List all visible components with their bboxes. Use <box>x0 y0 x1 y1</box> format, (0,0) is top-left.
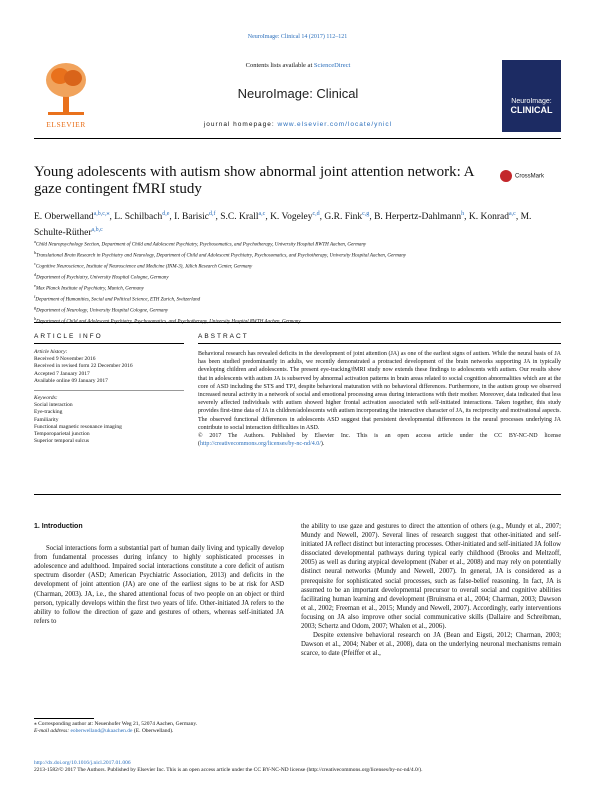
doi-link[interactable]: http://dx.doi.org/10.1016/j.nicl.2017.01.006 <box>34 760 131 766</box>
email-suffix: (E. Oberwelland). <box>132 728 174 734</box>
contents-prefix: Contents lists available at <box>245 62 314 69</box>
affiliation-label: c <box>34 261 36 267</box>
history-label: Article history: <box>34 349 68 355</box>
affiliation-item <box>34 260 561 271</box>
article-title: Young adolescents with autism show abnormal joint attention network: A gaze contingent fMRI study <box>34 164 474 197</box>
author-affiliation-marker[interactable]: c,g <box>362 211 370 217</box>
affiliation-label: f <box>34 294 36 300</box>
affiliation-item <box>34 282 561 293</box>
keyword-item: Superior temporal sulcus <box>34 438 89 445</box>
affiliation-item <box>34 304 561 315</box>
affiliation-item <box>34 315 561 326</box>
history-item: Accepted 7 January 2017 <box>34 370 90 377</box>
body-column-left <box>34 522 284 626</box>
elsevier-tree-icon <box>42 60 90 116</box>
journal-homepage <box>100 121 496 128</box>
journal-cover[interactable] <box>502 60 561 132</box>
intro-paragraph-1: Social interactions form a substantial part of human daily living and typically develop from fundamental processes during infancy to highly sophisticated processes in adolescence and adulthood. Impaired social interactions constitute a core deficit of autism spectrum disorder (ASD; American Psychiatric Association, 2013) and deficits in the development of joint attention (JA) are one of the earliest signs to be at risk for ASD (Charman, 2003). JA, i.e., the shared attentional focus of two people on an object or third person, typically develops within the first two years of life. Other-initiated JA refers to the ability to follow the direction of gaze and gestures of others, whereas self-initiated JA refers to <box>34 545 284 625</box>
affiliation-item <box>34 238 561 249</box>
email-link[interactable]: eoberwelland@ukaachen.de <box>70 728 133 734</box>
author-name[interactable]: K. Vogeley <box>270 212 313 223</box>
keyword-item: Temporoparietal junction <box>34 431 90 438</box>
abstract-license-link[interactable]: http://creativecommons.org/licenses/by-nc-nd/4.0/ <box>200 441 321 448</box>
affiliation-label: h <box>34 316 37 322</box>
article-info <box>34 349 184 445</box>
footnote-corresponding: Corresponding author at: Neuenhofer Weg 21, 52074 Aachen, Germany. <box>38 721 198 727</box>
contents-line <box>100 62 496 69</box>
author-name[interactable]: I. Barisic <box>174 212 209 223</box>
affiliation-item <box>34 293 561 304</box>
sciencedirect-link[interactable]: ScienceDirect <box>313 62 351 69</box>
abstract-rule <box>198 343 561 344</box>
author-name[interactable]: L. Schilbach <box>114 212 163 223</box>
affiliation-label: d <box>34 272 37 278</box>
abstract-text: Behavioral research has revealed deficits in the development of joint attention (JA) as one of the earliest signs of autism. While the neural basis of JA has been studied predominantly in adults, we recently demonstrated a protracted development of the brain networks supporting JA in typically developing children and adolescents. The present eye-tracking/fMRI study now extends these findings to adolescents with autism. Our results show that in adolescents with autism JA is subserved by abnormal activation patterns in brain areas related to social cognition abnormalities which are at the core of ASD including the STS and TPJ, despite behavioral maturation with no behavioral differences. Furthermore, in the autism group we observed increased neural activity in a network of social and emotional processing areas during interactions with their mother. Moreover, data indicated that less severely affected individuals with autism showed higher frontal activation associated with self-initiated interactions. Taken together, this study provides first-time data of JA in children/adolescents with autism incorporating the interactive character of JA, its reciprocity and motivational aspects. The observed functional differences in adolescents ASD suggest that persistent developmental differences in the neural processes underlying JA contribute to social interaction difficulties in ASD. <box>198 351 561 431</box>
body-column-right <box>301 522 561 658</box>
affiliation-rule <box>34 322 561 323</box>
affiliation-label: a <box>34 239 36 244</box>
masthead-rule <box>34 138 561 139</box>
journal-title: NeuroImage: Clinical <box>237 86 359 101</box>
cover-line-1: NeuroImage: <box>511 98 552 105</box>
affiliation-text: Max Planck Institute of Psychiatry, Munich, Germany <box>35 286 144 292</box>
affiliation-text: Department of Humanities, Social and Political Science, ETH Zurich, Switzerland <box>35 297 201 303</box>
publisher-name: ELSEVIER <box>46 120 86 129</box>
affiliation-label: g <box>34 305 37 311</box>
intro-paragraph-2: the ability to use gaze and gestures to direct the attention of others (e.g., Mundy et al., 2007; Mundy and Newell, 2007). Several lines of research suggest that other-initiated and self-initiated JA reflect distinct but interacting processes. Other-initiated and self-initiated JA follow dissociated developmental pathways during typical early childhood (Brooks and Meltzoff, 2005) as well as during atypical development (Naber et al., 2008) and may rely on potentially distinct neural networks (Mundy and Newell, 2007). In general, JA is considered as a prerequisite for sophisticated social processes, such as false-belief reasoning. In fact, JA is assumed to be an important developmental precursor to overall social and cognitive abilities facilitating human learning and development (Bruinsma et al., 2004; Charman, 2003; Dawson et al., 2002; Freeman et al., 2015; Mundy and Newell, 2007). Accordingly, early interventions focusing on JA also improve other social communicative skills (Dallaire and Schreibman, 2003; Schertz and Odom, 2007; Whalen et al., 2006). <box>301 523 561 631</box>
affiliation-label: e <box>34 283 36 289</box>
author-affiliation-marker[interactable]: h <box>461 211 465 217</box>
author-name[interactable]: E. Oberwelland <box>34 212 94 223</box>
keyword-item: Social interaction <box>34 402 73 409</box>
cover-line-2: CLINICAL <box>510 105 553 115</box>
history-item: Received 9 November 2016 <box>34 356 96 363</box>
author-affiliation-marker[interactable]: a,c <box>258 211 266 217</box>
affiliation-text: Department of Neurology, University Hospital Cologne, Germany <box>36 309 169 315</box>
info-divider <box>34 390 184 391</box>
affiliation-text: Child Neuropsychology Section, Department of Child and Adolescent Psychiatry, Psychosomatics, and Psychotherapy, University Hospital RWTH Aachen, Germany <box>35 242 367 248</box>
author-name[interactable]: B. Herpertz-Dahlmann <box>374 212 462 223</box>
article-info-heading: ARTICLE INFO <box>34 333 103 340</box>
homepage-link[interactable]: www.elsevier.com/locate/ynicl <box>277 121 393 128</box>
keyword-item: Eye-tracking <box>34 409 63 416</box>
article-info-rule <box>34 343 184 344</box>
author-name[interactable]: M. Schulte-Rüther <box>34 212 532 239</box>
abstract-license-suffix: ). <box>320 441 325 448</box>
author-affiliation-marker[interactable]: a,c <box>508 211 516 217</box>
homepage-prefix: journal homepage: <box>203 121 278 128</box>
corresponding-footnote <box>34 721 294 735</box>
keywords-label: Keywords: <box>34 395 58 402</box>
keyword-item: Functional magnetic resonance imaging <box>34 423 122 430</box>
history-item: Available online 09 January 2017 <box>34 377 108 384</box>
abstract-end-rule <box>34 494 561 495</box>
affiliation-text: Translational Brain Research in Psychiatry and Neurology, Department of Child and Adolescent Psychiatry, Psychosomatics, and Psychotherapy, University Hospital Aachen, Germany <box>36 253 407 259</box>
author-name[interactable]: K. Konrad <box>468 212 509 223</box>
abstract-heading: ABSTRACT <box>198 333 249 340</box>
page-footer <box>34 760 561 774</box>
crossmark-badge[interactable] <box>500 170 560 186</box>
affiliation-item <box>34 271 561 282</box>
author-affiliation-marker[interactable]: c,d <box>312 211 320 217</box>
footnote-rule <box>34 718 94 719</box>
affiliation-text: Cognitive Neuroscience, Institute of Neuroscience and Medicine (INM-3), Jülich Research Center, Germany <box>35 264 253 270</box>
history-list <box>34 356 184 385</box>
history-item: Received in revised form 22 December 2016 <box>34 363 133 370</box>
author-affiliation-marker[interactable]: d,f <box>208 211 216 217</box>
intro-paragraph-3: Despite extensive behavioral research on JA (Bean and Eigsti, 2012; Charman, 2003; Dawson et al., 2004; Naber et al., 2008), data on the underlying neuronal mechanisms remain scarce, to date (Pfeiffer et al., <box>301 632 561 658</box>
author-affiliation-marker[interactable]: a,b,c,⁎ <box>93 211 110 217</box>
author-name[interactable]: G.R. Fink <box>324 212 363 223</box>
section-heading-introduction: 1. Introduction <box>34 523 83 530</box>
crossmark-icon <box>500 170 512 182</box>
author-name[interactable]: S.C. Krall <box>220 212 259 223</box>
keyword-item: Familiarity <box>34 416 59 423</box>
email-label: E-mail address: <box>34 728 71 734</box>
publisher-logo[interactable] <box>34 60 98 132</box>
footnote-star: ⁎ <box>34 721 37 727</box>
author-list: E. Oberwelland$^{a,b,c,⁎}$, L. Schilbach$^{d,e}$, I. Barisic$^{d,f}$, S.C. Krall$^{a,c}$, K. Vogeley$^{c,d}$, G.R. Fink$^{c,g}$, B. Herpertz-Dahlmann$^h$, K. Konrad$^{a,c}$, M. Schulte-Rüther$^{a,b,c}$ <box>34 211 532 239</box>
keyword-list <box>34 402 184 445</box>
author-affiliation-marker[interactable]: d,e <box>162 211 170 217</box>
affiliation-item <box>34 249 561 260</box>
footer-license: 2213-1582/© 2017 The Authors. Published by Elsevier Inc. This is an open access article under the CC BY-NC-ND license (http://creativecommons.org/licenses/by-nc-nd/4.0/). <box>34 767 423 773</box>
abstract-body <box>198 350 561 448</box>
author-affiliation-marker[interactable]: a,b,c <box>91 227 103 234</box>
affiliation-label: b <box>34 250 37 256</box>
affiliation-list <box>34 238 561 327</box>
abstract-license-prefix: © 2017 The Authors. Published by Elsevier Inc. This is an open access article under the CC BY-NC-ND license ( <box>198 433 561 448</box>
crossmark-label: CrossMark <box>515 173 545 180</box>
running-head[interactable]: NeuroImage: Clinical 14 (2017) 112–121 <box>247 34 348 40</box>
affiliation-text: Department of Psychiatry, University Hospital Cologne, Germany <box>36 275 169 281</box>
